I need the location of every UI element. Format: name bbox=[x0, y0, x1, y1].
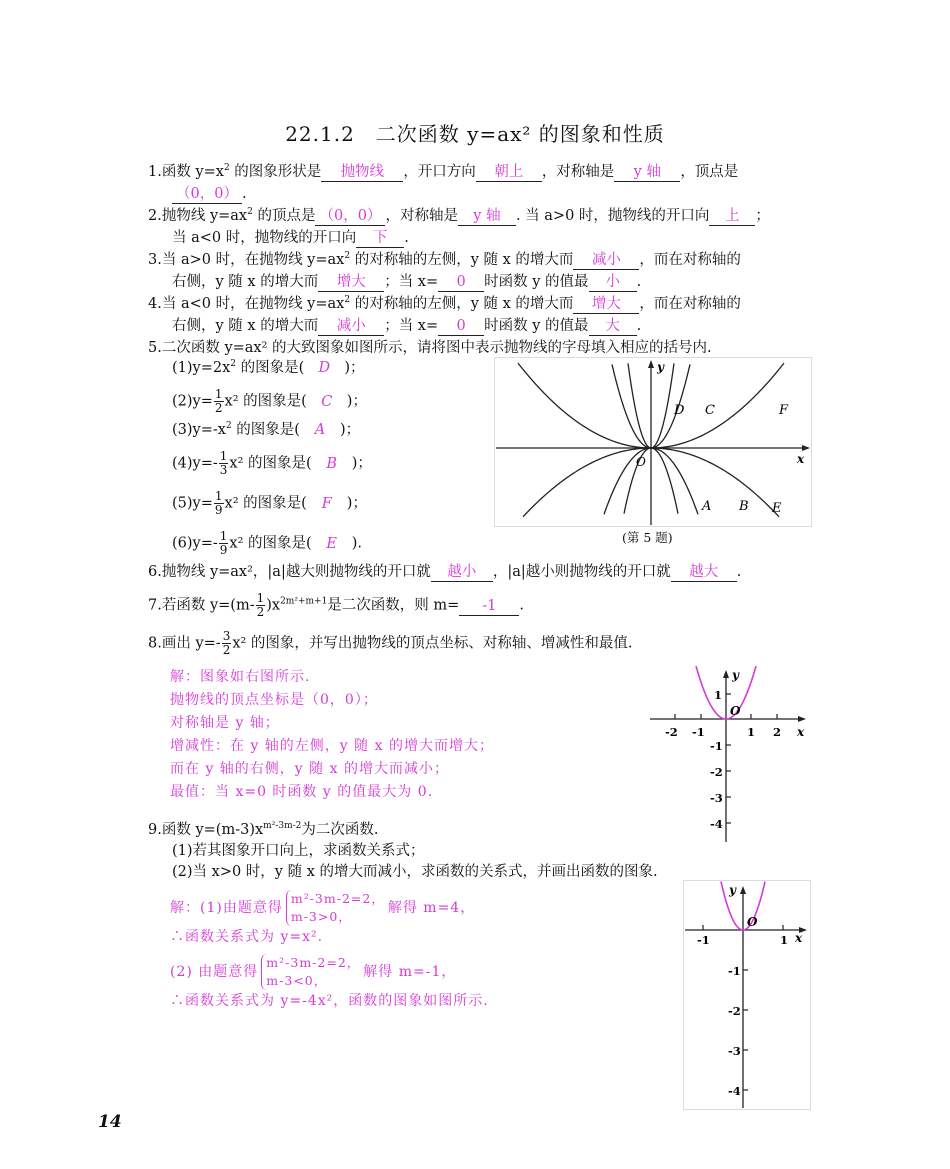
answer-blank: 大 bbox=[589, 318, 637, 336]
answer-blank: 0 bbox=[438, 274, 484, 292]
question-1: 1.函数 $y=x^2$ 的图象形状是 抛物线 ，开口方向 朝上 ，对称轴是 y 轴 ，顶点是 bbox=[148, 163, 739, 180]
y-axis-arrow bbox=[723, 670, 729, 678]
answer-blank: 增大 bbox=[318, 274, 384, 292]
answer-blank: （0，0） bbox=[315, 208, 385, 226]
q9-solution-4: ∴函数关系式为 y=-4x²，函数的图象如图所示. bbox=[170, 993, 489, 1009]
curve-label-f: F bbox=[779, 403, 789, 418]
question-7: 7.若函数 y=(m- $\frac{1}{2}$ )$x^{2m^2+m+1}$是二次函数，则 m= -1 . bbox=[148, 591, 524, 619]
y-axis-label: y bbox=[657, 360, 664, 374]
answer-blank: 抛物线 bbox=[321, 164, 403, 182]
y-tick-label: -2 bbox=[728, 1004, 741, 1018]
y-tick-label: -3 bbox=[728, 1044, 741, 1058]
question-8: 8.画出 y=- $\frac{3}{2}$ x² 的图象，并写出抛物线的顶点坐标、对称轴、增减性和最值. bbox=[148, 629, 633, 657]
answer-blank: 小 bbox=[589, 274, 637, 292]
question-5-item: (4)y=- $\frac{1}{3}$ x² 的图象是( B )； bbox=[172, 449, 372, 477]
y-tick-label: -4 bbox=[710, 817, 723, 831]
answer-blank: 越大 bbox=[671, 564, 737, 582]
q8-solution-line: 最值：当 x=0 时函数 y 的值最大为 0. bbox=[170, 784, 434, 800]
x-tick-label: 2 bbox=[773, 725, 782, 739]
answer-blank: 上 bbox=[709, 208, 755, 226]
question-1-cont: （0，0） . bbox=[172, 184, 247, 204]
x-tick-label: -2 bbox=[665, 725, 678, 739]
answer-blank: y 轴 bbox=[458, 208, 516, 226]
x-tick-label: 1 bbox=[747, 725, 756, 739]
q8-solution-line: 对称轴是 y 轴； bbox=[170, 715, 280, 731]
question-5-stem: 5.二次函数 y=ax² 的大致图象如图所示，请将图中表示抛物线的字母填入相应的括号内. bbox=[148, 340, 712, 356]
x-tick-label: 1 bbox=[780, 933, 789, 947]
q8-parabola-figure bbox=[648, 664, 810, 844]
answer-blank: 朝上 bbox=[476, 164, 542, 182]
q9-solution-3: (2) 由题意得 m²-3m-2=2， m-3<0， 解得 m=-1， bbox=[170, 955, 457, 988]
y-tick-label: -1 bbox=[728, 964, 741, 978]
y-tick-label: -1 bbox=[710, 739, 723, 753]
curve-label-e: E bbox=[772, 501, 782, 516]
question-4: 4.当 a<0 时，在抛物线 $y=ax^2$ 的对称轴的左侧，y 随 x 的增大而 增大 ，而在对称轴的 bbox=[148, 295, 741, 312]
y-tick-label: -2 bbox=[710, 765, 723, 779]
y-tick-label: 1 bbox=[714, 688, 723, 702]
y-tick-label: -3 bbox=[710, 791, 723, 805]
question-6: 6.抛物线 y=ax²，|a|越大则抛物线的开口就 越小 ，|a|越小则抛物线的开口就 越大 . bbox=[148, 564, 742, 580]
q9-solution-2: ∴函数关系式为 y=x². bbox=[170, 929, 324, 945]
question-9-part2: (2)当 x>0 时，y 随 x 的增大而减小，求函数的关系式，并画出函数的图象. bbox=[172, 864, 658, 880]
question-3: 3.当 a>0 时，在抛物线 $y=ax^2$ 的对称轴的左侧，y 随 x 的增大而 减小 ，而在对称轴的 bbox=[148, 251, 741, 268]
y-axis-arrow bbox=[648, 360, 654, 368]
q8-solution-line: 解：图象如右图所示. bbox=[170, 669, 311, 685]
y-tick-label: -4 bbox=[728, 1084, 741, 1098]
question-2-cont: 当 a<0 时，抛物线的开口向 下 . bbox=[172, 230, 409, 246]
answer-blank: 减小 bbox=[318, 318, 384, 336]
answer-blank: y 轴 bbox=[614, 164, 680, 182]
x-axis-label: x bbox=[797, 725, 805, 739]
q8-solution-line: 而在 y 轴的右侧，y 随 x 的增大而减小； bbox=[170, 761, 449, 777]
q9-parabola-figure bbox=[683, 880, 811, 1110]
question-5-item: $(1)y=2x^2$ 的图象是( D )； bbox=[172, 359, 365, 376]
answer-blank: 增大 bbox=[573, 296, 639, 314]
origin-label: O bbox=[730, 704, 741, 718]
origin-label: O bbox=[636, 455, 646, 469]
answer-blank: （0，0） bbox=[172, 186, 242, 204]
x-tick-label: -1 bbox=[697, 933, 710, 947]
figure-caption: (第 5 题) bbox=[622, 530, 673, 545]
y-axis-label: y bbox=[732, 668, 739, 682]
y-axis-arrow bbox=[740, 886, 746, 894]
q5-parabola-figure bbox=[494, 357, 812, 527]
question-2: 2.抛物线 $y=ax^2$ 的顶点是 （0，0） ，对称轴是 y 轴 . 当 a>0 时，抛物线的开口向 上 ； bbox=[148, 207, 770, 224]
x-tick-label: -1 bbox=[692, 725, 705, 739]
curve-label-a: A bbox=[702, 499, 712, 514]
question-5-item: $(3)y=-x^2$ 的图象是( A )； bbox=[172, 421, 361, 438]
origin-label: O bbox=[747, 915, 758, 929]
curve-label-c: C bbox=[705, 403, 715, 418]
question-5-item: (5)y= $\frac{1}{9}$ x² 的图象是( F )； bbox=[172, 489, 367, 517]
x-axis-arrow bbox=[798, 716, 806, 722]
question-9-stem: 9.函数 $y=(m-3)x^{m^2-3m-2}$为二次函数. bbox=[148, 821, 379, 838]
question-4-cont: 右侧，y 随 x 的增大而 减小 ；当 x= 0 时函数 y 的值最 大 . bbox=[172, 318, 642, 334]
question-5-item: (2)y= $\frac{1}{2}$ x² 的图象是( C )； bbox=[172, 387, 367, 415]
x-axis-arrow bbox=[802, 445, 810, 451]
answer-blank: 越小 bbox=[431, 564, 493, 582]
q8-solution-line: 抛物线的顶点坐标是（0，0）； bbox=[170, 692, 378, 708]
answer-blank: 0 bbox=[438, 318, 484, 336]
answer-blank: 下 bbox=[356, 230, 404, 248]
answer-blank: -1 bbox=[459, 598, 519, 616]
y-axis-label: y bbox=[729, 883, 736, 897]
question-5-item: (6)y=- $\frac{1}{9}$ x² 的图象是( E ). bbox=[172, 529, 362, 557]
question-9-part1: (1)若其图象开口向上，求函数关系式； bbox=[172, 843, 425, 859]
x-axis-label: x bbox=[795, 931, 803, 945]
q9-solution-1: 解：(1)由题意得 m²-3m-2=2， m-3>0， 解得 m=4， bbox=[170, 891, 476, 924]
question-3-cont: 右侧，y 随 x 的增大而 增大 ；当 x= 0 时函数 y 的值最 小 . bbox=[172, 274, 642, 290]
section-title: 22.1.2 二次函数 y=ax² 的图象和性质 bbox=[285, 122, 665, 146]
q8-solution-line: 增减性：在 y 轴的左侧，y 随 x 的增大而增大； bbox=[170, 738, 494, 754]
curve-label-b: B bbox=[739, 499, 749, 514]
x-axis-label: x bbox=[797, 452, 805, 466]
page-number: 14 bbox=[98, 1112, 122, 1132]
curve-label-d: D bbox=[674, 403, 685, 418]
answer-blank: 减小 bbox=[573, 252, 639, 270]
